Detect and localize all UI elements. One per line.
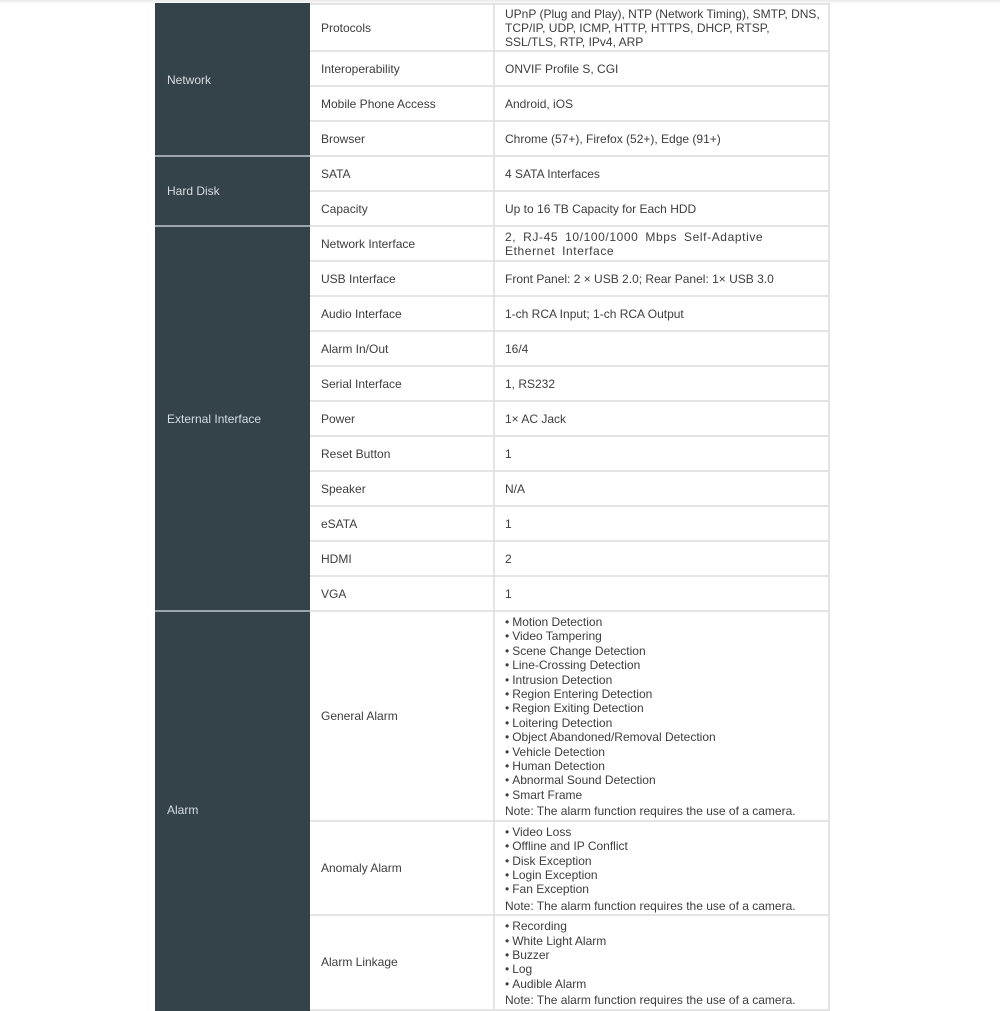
table-row <box>156 4 829 51</box>
spec-label: Alarm In/Out <box>309 331 494 366</box>
spec-label: Mobile Phone Access <box>309 86 494 121</box>
list-item: • Audible Alarm <box>505 977 820 991</box>
spec-label: General Alarm <box>309 611 494 821</box>
spec-value: 1, RS232 <box>494 366 829 401</box>
general-alarm-list <box>505 613 820 804</box>
list-item: • Vehicle Detection <box>505 745 820 759</box>
spec-table <box>155 3 830 1011</box>
spec-value-list <box>494 611 829 821</box>
spec-label: Interoperability <box>309 51 494 86</box>
list-item: • White Light Alarm <box>505 934 820 948</box>
list-item: • Offline and IP Conflict <box>505 839 820 853</box>
table-row <box>156 611 829 821</box>
list-item: • Line-Crossing Detection <box>505 658 820 672</box>
alarm-note: Note: The alarm function requires the use of a camera. <box>505 804 796 819</box>
list-item: • Fan Exception <box>505 882 820 896</box>
alarm-note: Note: The alarm function requires the use of a camera. <box>505 993 796 1008</box>
spec-value: 1 <box>494 506 829 541</box>
spec-label: Power <box>309 401 494 436</box>
spec-label: Browser <box>309 121 494 156</box>
spec-label: Serial Interface <box>309 366 494 401</box>
list-item: • Video Loss <box>505 825 820 839</box>
spec-label: Reset Button <box>309 436 494 471</box>
category-external-interface: External Interface <box>156 226 309 611</box>
table-row <box>156 226 829 261</box>
spec-label: Audio Interface <box>309 296 494 331</box>
list-item: • Video Tampering <box>505 629 820 643</box>
spec-value: Chrome (57+), Firefox (52+), Edge (91+) <box>494 121 829 156</box>
spec-label: HDMI <box>309 541 494 576</box>
spec-label: Alarm Linkage <box>309 915 494 1009</box>
list-item: • Abnormal Sound Detection <box>505 773 820 787</box>
list-item: • Login Exception <box>505 868 820 882</box>
alarm-linkage-list <box>505 917 820 993</box>
list-item: • Region Entering Detection <box>505 687 820 701</box>
alarm-note: Note: The alarm function requires the use of a camera. <box>505 898 796 913</box>
list-item: • Human Detection <box>505 759 820 773</box>
spec-label: Anomaly Alarm <box>309 821 494 915</box>
spec-label: Speaker <box>309 471 494 506</box>
list-item: • Motion Detection <box>505 615 820 629</box>
list-item: • Loitering Detection <box>505 716 820 730</box>
spec-label: Protocols <box>309 4 494 51</box>
spec-value: 2 <box>494 541 829 576</box>
spec-value: 1× AC Jack <box>494 401 829 436</box>
anomaly-alarm-list <box>505 823 820 899</box>
category-network: Network <box>156 4 309 156</box>
spec-label: VGA <box>309 576 494 611</box>
spec-value: ONVIF Profile S, CGI <box>494 51 829 86</box>
list-item: • Intrusion Detection <box>505 673 820 687</box>
spec-value: 1 <box>494 576 829 611</box>
list-item: • Log <box>505 962 820 976</box>
spec-label: Capacity <box>309 191 494 226</box>
spec-value: 1 <box>494 436 829 471</box>
spec-value: 16/4 <box>494 331 829 366</box>
spec-label: USB Interface <box>309 261 494 296</box>
category-alarm: Alarm <box>156 611 309 1010</box>
spec-value-list <box>494 821 829 915</box>
spec-label: SATA <box>309 156 494 191</box>
category-hard-disk: Hard Disk <box>156 156 309 226</box>
spec-value: 4 SATA Interfaces <box>494 156 829 191</box>
list-item: • Recording <box>505 919 820 933</box>
spec-value: 2, RJ-45 10/100/1000 Mbps Self-Adaptive Ethernet Interface <box>494 226 829 261</box>
spec-value: 1-ch RCA Input; 1-ch RCA Output <box>494 296 829 331</box>
spec-label: eSATA <box>309 506 494 541</box>
spec-value: UPnP (Plug and Play), NTP (Network Timing), SMTP, DNS, TCP/IP, UDP, ICMP, HTTP, HTTPS, DHCP, RTSP, SSL/TLS, RTP, IPv4, ARP <box>494 4 829 51</box>
spec-value: Front Panel: 2 × USB 2.0; Rear Panel: 1× USB 3.0 <box>494 261 829 296</box>
list-item: • Smart Frame <box>505 788 820 802</box>
table-row <box>156 156 829 191</box>
list-item: • Object Abandoned/Removal Detection <box>505 730 820 744</box>
spec-value-list <box>494 915 829 1009</box>
list-item: • Region Exiting Detection <box>505 701 820 715</box>
spec-label: Network Interface <box>309 226 494 261</box>
spec-value: Up to 16 TB Capacity for Each HDD <box>494 191 829 226</box>
list-item: • Buzzer <box>505 948 820 962</box>
list-item: • Scene Change Detection <box>505 644 820 658</box>
spec-value: Android, iOS <box>494 86 829 121</box>
list-item: • Disk Exception <box>505 854 820 868</box>
spec-value: N/A <box>494 471 829 506</box>
